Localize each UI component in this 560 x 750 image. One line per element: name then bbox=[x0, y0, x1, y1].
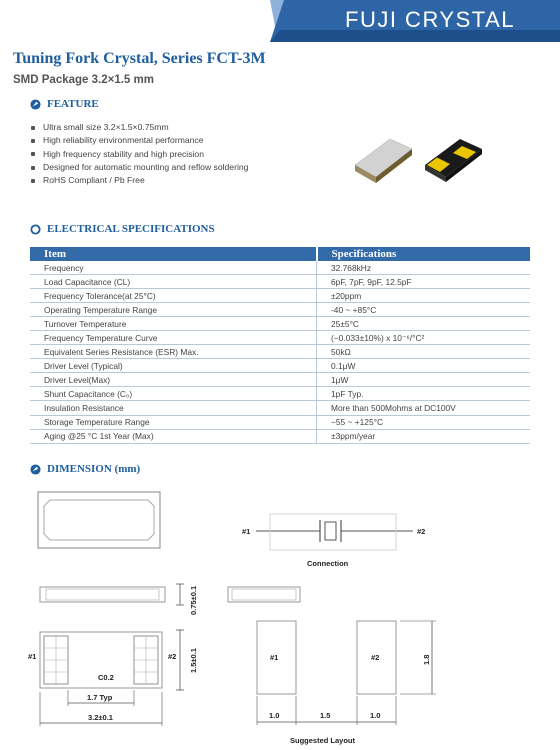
section-bullet-icon bbox=[30, 464, 41, 475]
table-row bbox=[30, 261, 530, 275]
pad-height-label: 1.8 bbox=[422, 654, 431, 665]
specification-cell: 25±5°C bbox=[317, 317, 531, 331]
column-header-item: Item bbox=[30, 247, 317, 261]
table-row bbox=[30, 289, 530, 303]
feature-text: Ultra small size 3.2×1.5×0.75mm bbox=[43, 122, 169, 132]
item-cell: Frequency Tolerance(at 25°C) bbox=[30, 289, 317, 303]
specification-cell: 1μW bbox=[317, 373, 531, 387]
typ-label: 1.7 Typ bbox=[87, 693, 113, 702]
electrical-heading bbox=[30, 223, 215, 235]
feature-heading bbox=[30, 98, 99, 110]
table-row bbox=[30, 373, 530, 387]
specification-cell: ±20ppm bbox=[317, 289, 531, 303]
feature-item bbox=[31, 121, 248, 134]
pad-width-label-2: 1.0 bbox=[370, 711, 381, 720]
feature-item bbox=[31, 148, 248, 161]
pad-gap-label: 1.5 bbox=[320, 711, 331, 720]
connection-symbol bbox=[242, 514, 425, 568]
package-top-view bbox=[38, 492, 160, 548]
package-bottom-view bbox=[28, 630, 198, 726]
table-row bbox=[30, 401, 530, 415]
layout-pin1-label: #1 bbox=[270, 653, 279, 662]
item-cell: Operating Temperature Range bbox=[30, 303, 317, 317]
bullet-icon bbox=[31, 179, 35, 183]
table-header-row bbox=[30, 247, 530, 261]
page-title: Tuning Fork Crystal, Series FCT-3M bbox=[13, 50, 266, 67]
specification-cell: More than 500Mohms at DC100V bbox=[317, 401, 531, 415]
table-row bbox=[30, 331, 530, 345]
layout-pin2-label: #2 bbox=[371, 653, 380, 662]
feature-item bbox=[31, 174, 248, 187]
table-row bbox=[30, 429, 530, 443]
bullet-icon bbox=[31, 126, 35, 130]
item-cell: Load Capacitance (CL) bbox=[30, 275, 317, 289]
dimension-heading bbox=[30, 463, 140, 475]
package-side-view bbox=[40, 584, 198, 615]
item-cell: Equivalent Series Resistance (ESR) Max. bbox=[30, 345, 317, 359]
package-side-view-2 bbox=[228, 587, 300, 602]
feature-item bbox=[31, 134, 248, 147]
crystal-bottom-view bbox=[425, 139, 482, 182]
specification-cell: −55 ~ +125°C bbox=[317, 415, 531, 429]
bottom-pin2-label: #2 bbox=[168, 652, 177, 661]
pin1-label: #1 bbox=[242, 527, 251, 536]
width-label: 1.5±0.1 bbox=[189, 648, 198, 673]
suggested-layout bbox=[257, 621, 436, 745]
bullet-icon bbox=[31, 152, 35, 156]
item-cell: Aging @25 °C 1st Year (Max) bbox=[30, 429, 317, 443]
height-label: 0.75±0.1 bbox=[189, 585, 198, 615]
chamfer-label: C0.2 bbox=[98, 673, 114, 682]
item-cell: Storage Temperature Range bbox=[30, 415, 317, 429]
bottom-pin1-label: #1 bbox=[28, 652, 37, 661]
table-row bbox=[30, 359, 530, 373]
specification-cell: (−0.033±10%) x 10⁻⁶/°C² bbox=[317, 331, 531, 345]
specification-cell: ±3ppm/year bbox=[317, 429, 531, 443]
section-bullet-icon bbox=[30, 99, 41, 110]
bullet-icon bbox=[31, 139, 35, 143]
column-header-specifications: Specifications bbox=[317, 247, 531, 261]
item-cell: Shunt Capacitance (C₀) bbox=[30, 387, 317, 401]
feature-heading-text: FEATURE bbox=[47, 98, 99, 110]
feature-list bbox=[31, 121, 248, 187]
connection-label: Connection bbox=[307, 559, 349, 568]
crystal-top-view bbox=[355, 139, 412, 183]
suggested-layout-label: Suggested Layout bbox=[290, 736, 356, 745]
table-row bbox=[30, 387, 530, 401]
specification-cell: 6pF, 7pF, 9pF, 12.5pF bbox=[317, 275, 531, 289]
item-cell: Driver Level (Typical) bbox=[30, 359, 317, 373]
specification-cell: 32.768kHz bbox=[317, 261, 531, 275]
feature-item bbox=[31, 161, 248, 174]
feature-text: Designed for automatic mounting and reflow soldering bbox=[43, 161, 249, 172]
length-label: 3.2±0.1 bbox=[88, 713, 113, 722]
brand-name: FUJI CRYSTAL bbox=[345, 7, 515, 32]
pad-2 bbox=[134, 636, 158, 684]
specification-cell: -40 ~ +85°C bbox=[317, 303, 531, 317]
specification-cell: 50kΩ bbox=[317, 345, 531, 359]
specification-cell: 1pF Typ. bbox=[317, 387, 531, 401]
product-image bbox=[350, 125, 550, 195]
table-row bbox=[30, 275, 530, 289]
table-row bbox=[30, 303, 530, 317]
item-cell: Frequency Temperature Curve bbox=[30, 331, 317, 345]
table-row bbox=[30, 415, 530, 429]
item-cell: Turnover Temperature bbox=[30, 317, 317, 331]
section-ring-icon bbox=[30, 224, 41, 235]
pad-1 bbox=[44, 636, 68, 684]
pin2-label: #2 bbox=[417, 527, 426, 536]
electrical-heading-text: ELECTRICAL SPECIFICATIONS bbox=[47, 223, 215, 235]
feature-text: High frequency stability and high precision bbox=[43, 148, 204, 159]
feature-text: RoHS Compliant / Pb Free bbox=[43, 175, 145, 186]
pad-width-label: 1.0 bbox=[269, 711, 280, 720]
spec-table bbox=[30, 247, 530, 444]
table-row bbox=[30, 317, 530, 331]
feature-text: High reliability environmental performance bbox=[43, 135, 204, 146]
item-cell: Driver Level(Max) bbox=[30, 373, 317, 387]
dimension-heading-text: DIMENSION (mm) bbox=[47, 463, 141, 475]
item-cell: Insulation Resistance bbox=[30, 401, 317, 415]
table-row bbox=[30, 345, 530, 359]
specification-cell: 0.1μW bbox=[317, 359, 531, 373]
bullet-icon bbox=[31, 166, 35, 170]
page-subtitle: SMD Package 3.2×1.5 mm bbox=[13, 74, 154, 86]
dimension-drawing bbox=[0, 480, 560, 750]
item-cell: Frequency bbox=[30, 261, 317, 275]
